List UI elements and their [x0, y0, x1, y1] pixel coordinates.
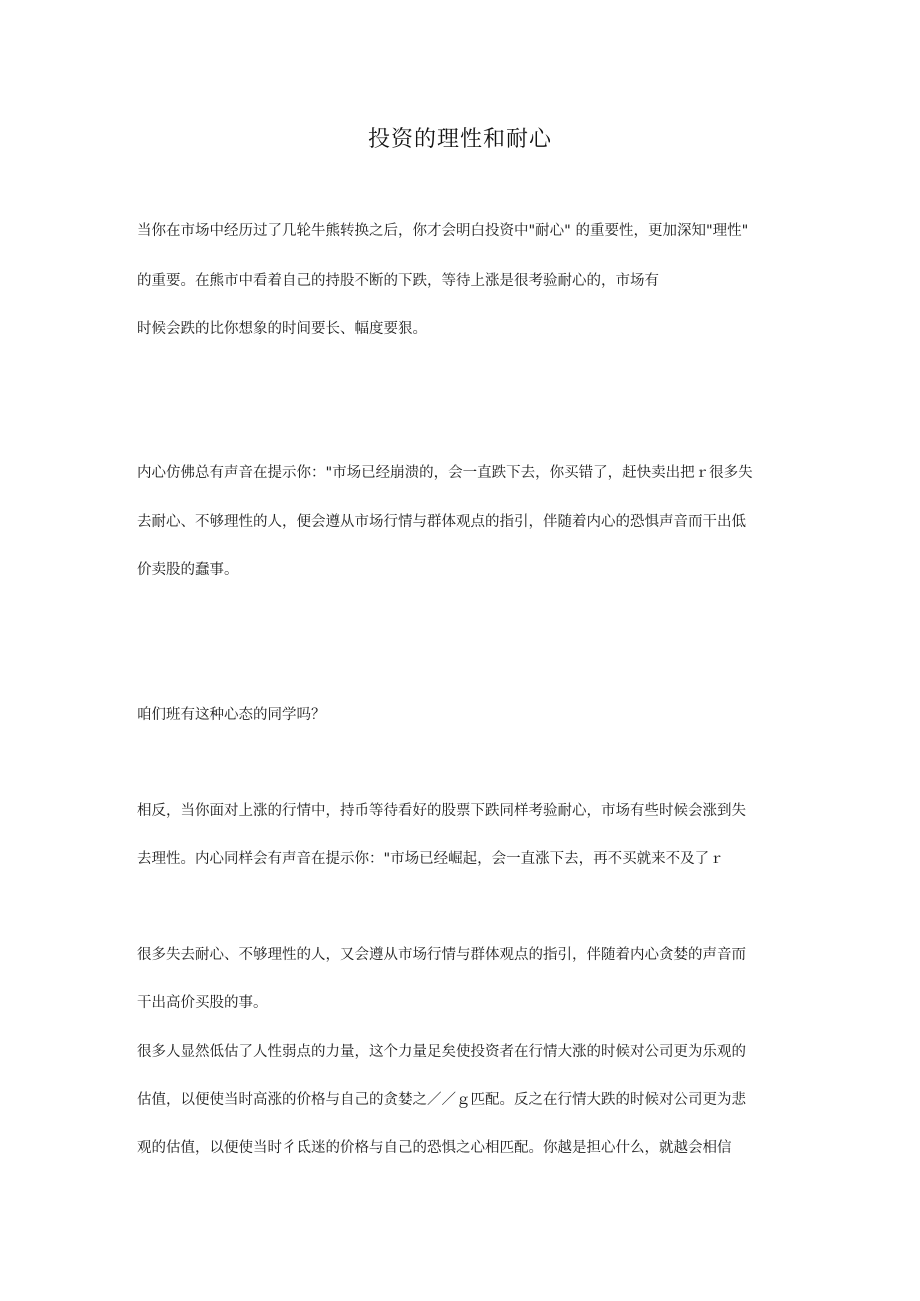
- paragraph-3-question: 咱们班有这种心态的同学吗？: [137, 707, 326, 723]
- page-title: 投资的理性和耐心: [367, 127, 552, 152]
- paragraph-2-line-2: 去耐心、不够理性的人，便会遵从市场行情与群体观点的指引，伴随着内心的恐惧声音而干出低: [137, 514, 746, 530]
- paragraph-1-line-1: 当你在市场中经历过了几轮牛熊转换之后，你才会明白投资中"耐心" 的重要性，更加深知"理性": [137, 223, 749, 239]
- paragraph-4-line-1: 相反，当你面对上涨的行情中，持币等待看好的股票下跌同样考验耐心，市场有些时候会涨到失: [137, 803, 746, 819]
- paragraph-5-line-2: 干出高价买股的事。: [137, 995, 268, 1011]
- paragraph-6-line-1: 很多人显然低估了人性弱点的力量，这个力量足矣使投资者在行情大涨的时候对公司更为乐观的: [137, 1044, 746, 1060]
- paragraph-1-line-3: 时候会跌的比你想象的时间要长、幅度要狠。: [137, 321, 427, 337]
- paragraph-6-line-3: 观的估值，以便使当时彳氐迷的价格与自己的恐惧之心相匹配。你越是担心什么，就越会相信: [137, 1140, 732, 1156]
- paragraph-1-line-2: 的重要。在熊市中看着自己的持股不断的下跌，等待上涨是很考验耐心的，市场有: [137, 273, 659, 289]
- paragraph-2-line-1: 内心仿佛总有声音在提示你："市场已经崩溃的，会一直跌下去，你买错了，赶快卖出把ｒ很多失: [137, 465, 753, 481]
- paragraph-4-line-2: 去理性。内心同样会有声音在提示你："市场已经崛起，会一直涨下去，再不买就来不及了ｒ: [137, 851, 724, 867]
- paragraph-2-line-3: 价卖股的蠢事。: [137, 562, 239, 578]
- paragraph-6-line-2: 估值，以便使当时高涨的价格与自己的贪婪之／／ｇ匹配。反之在行情大跌的时候对公司更为悲: [137, 1092, 746, 1108]
- paragraph-5-line-1: 很多失去耐心、不够理性的人，又会遵从市场行情与群体观点的指引，伴随着内心贪婪的声音而: [137, 947, 746, 963]
